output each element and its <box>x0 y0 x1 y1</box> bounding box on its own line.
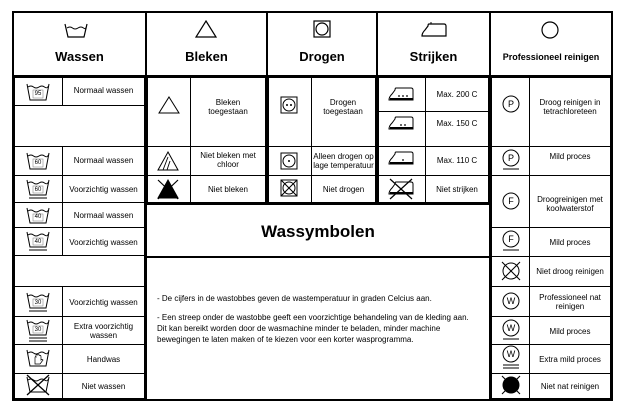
chart-title: Wassymbolen <box>261 222 375 241</box>
pro-label: Mild proces <box>549 151 591 161</box>
iron-label: Max. 150 C <box>436 118 478 128</box>
wash-temp: 60 <box>34 186 42 193</box>
do-not-tumble-dry-icon <box>280 179 298 202</box>
pro-letter: W <box>506 295 516 306</box>
header-strijken: Strijken <box>409 49 458 64</box>
wash-label: Niet wassen <box>81 381 126 391</box>
wash-label: Extra voorzichtig wassen <box>73 322 134 340</box>
iron-label: Max. 110 C <box>436 155 478 165</box>
pro-label: Droogreinigen met koolwaterstof <box>537 195 603 213</box>
do-not-wash-icon <box>26 374 50 401</box>
do-not-wet-clean-icon <box>500 375 522 400</box>
tumble-dry-icon <box>313 20 331 43</box>
hand-wash-icon <box>26 348 50 373</box>
pro-label: Mild proces <box>549 326 591 336</box>
pro-letter: W <box>506 348 516 359</box>
pro-label: Professioneel nat reinigen <box>539 293 601 311</box>
pro-letter: P <box>507 152 514 163</box>
wash-label: Voorzichtig wassen <box>69 237 138 247</box>
wash-label: Handwas <box>86 354 121 364</box>
iron-label: Max. 200 C <box>436 89 478 99</box>
no-chlorine-bleach-icon <box>157 151 179 176</box>
do-not-bleach-icon <box>156 178 180 205</box>
wash-spacer-cell <box>14 105 145 147</box>
wash-temp: 40 <box>34 213 42 220</box>
wash-temp: 40 <box>34 238 42 245</box>
iron-icon <box>421 22 447 43</box>
iron-two-dots-icon <box>388 115 414 138</box>
pro-label: Mild proces <box>549 237 591 247</box>
bleach-label: Niet bleken <box>207 184 249 194</box>
wash-label: Normaal wassen <box>73 210 134 220</box>
header-bleken: Bleken <box>185 49 228 64</box>
wash-label: Normaal wassen <box>73 155 134 165</box>
iron-label: Niet strijken <box>436 184 478 194</box>
tumble-dry-allowed-icon <box>280 96 298 119</box>
wash-temp: 60 <box>34 159 42 166</box>
tumble-dry-low-icon <box>280 152 298 175</box>
wash-temp: 30 <box>34 326 42 333</box>
bleach-label: Niet bleken met chloor <box>200 151 256 169</box>
dry-label: Niet drogen <box>322 184 365 194</box>
bleach-label: Bleken toegestaan <box>208 98 248 116</box>
note-underline: - Een streep onder de wastobbe geeft een voorzichtige behandeling van de kleding aan. Dit kan bereikt worden door de wasmachine minder te beladen, minder machine bewegingen te laten maken of te kiezen voor een korter wasprogramma. <box>157 313 469 344</box>
pro-label: Extra mild proces <box>539 354 601 364</box>
wash-temp: 30 <box>34 299 42 306</box>
pro-label: Niet nat reinigen <box>540 381 600 391</box>
iron-one-dot-icon <box>388 150 414 173</box>
wash-label: Voorzichtig wassen <box>69 297 138 307</box>
bleach-triangle-icon <box>195 20 217 43</box>
wash-spacer-cell <box>14 255 145 287</box>
pro-letter: F <box>508 195 514 206</box>
wash-label: Voorzichtig wassen <box>69 184 138 194</box>
pro-label: Droog reinigen in tetrachloreteen <box>539 98 601 116</box>
notes-text <box>157 293 479 353</box>
do-not-dry-clean-icon <box>500 261 522 286</box>
do-not-iron-icon <box>388 178 414 205</box>
dry-label: Drogen toegestaan <box>323 98 363 116</box>
header-wassen: Wassen <box>55 49 104 64</box>
header-professioneel: Professioneel reinigen <box>502 52 600 62</box>
note-temperature: - De cijfers in de wastobbes geven de wastemperatuur in graden Celcius aan. <box>157 294 432 303</box>
dry-label: Alleen drogen op lage temperatuur <box>313 152 374 170</box>
bleach-allowed-icon <box>158 96 180 119</box>
wash-temp: 95 <box>34 90 42 97</box>
pro-letter: F <box>508 233 514 244</box>
wash-tub-icon <box>64 22 88 43</box>
pro-letter: W <box>506 322 516 333</box>
pro-label: Niet droog reinigen <box>536 266 604 276</box>
iron-three-dots-icon <box>388 86 414 109</box>
pro-letter: P <box>507 98 514 109</box>
professional-clean-circle-icon <box>541 21 559 44</box>
wash-label: Normaal wassen <box>73 85 134 95</box>
header-drogen: Drogen <box>299 49 345 64</box>
